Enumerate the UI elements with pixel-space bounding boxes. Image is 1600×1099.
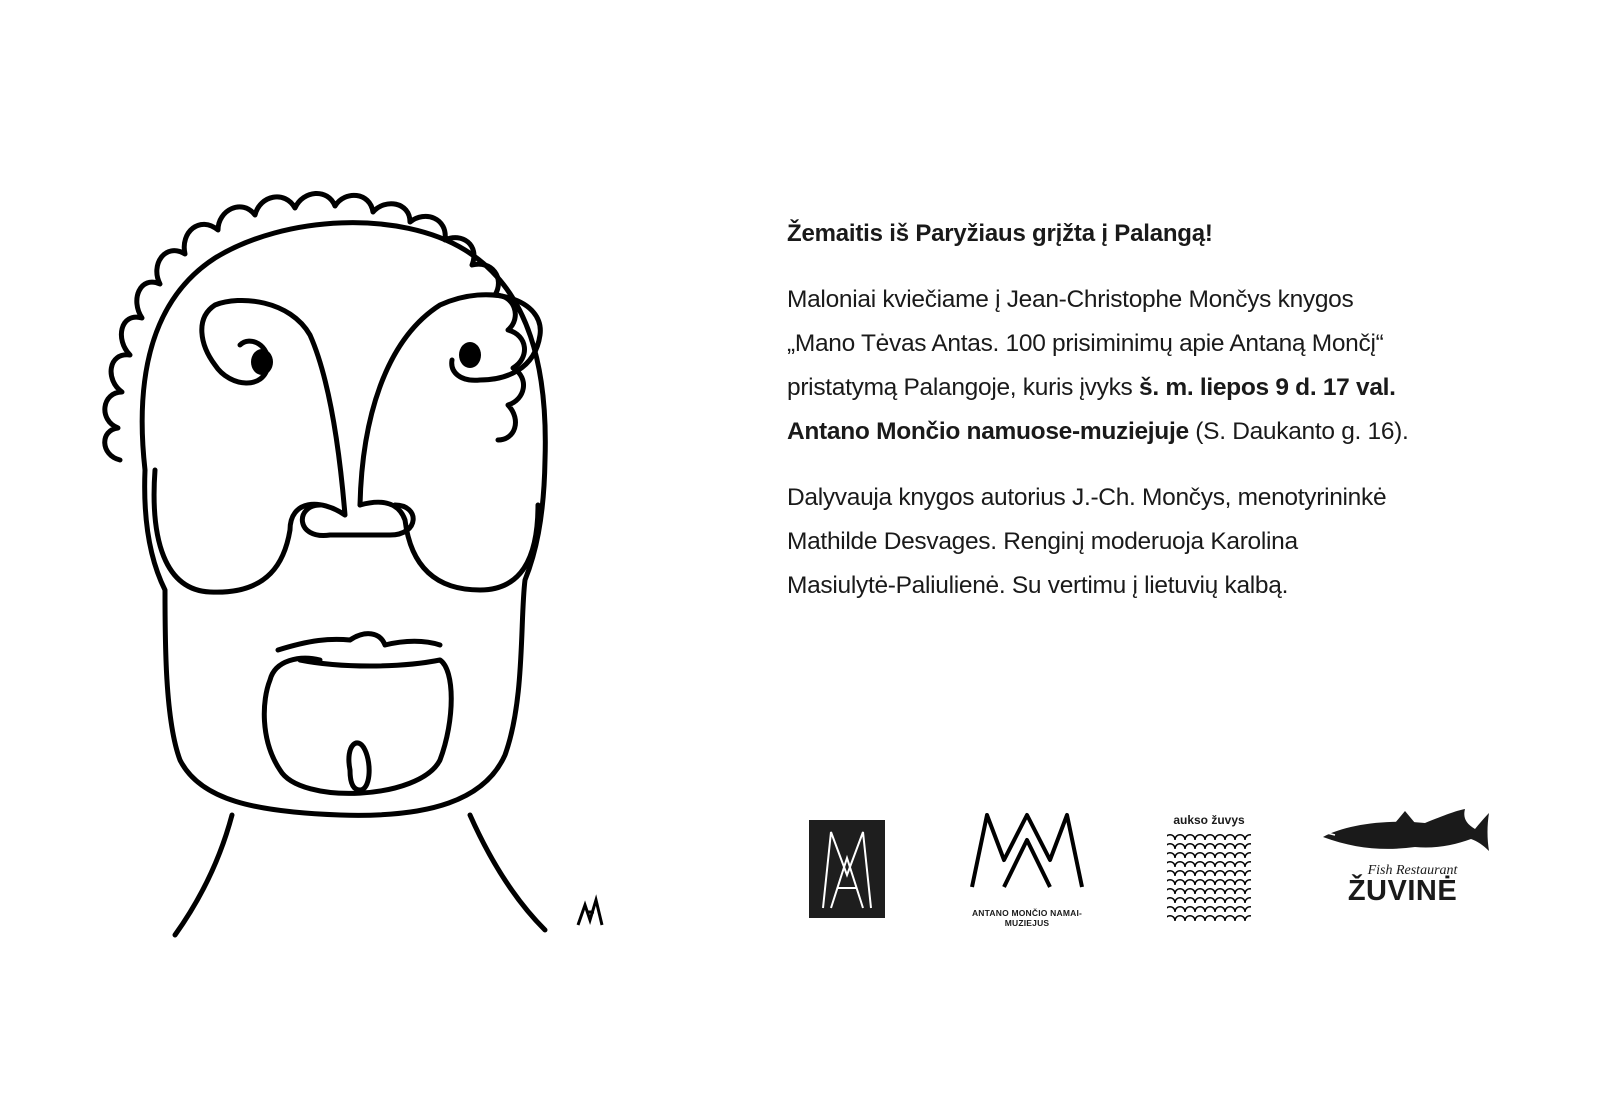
museum-monogram-icon [952,805,1102,905]
fish-restaurant-text: Fish Restaurant [1367,863,1458,878]
museum-caption: ANTANO MONČIO NAMAI-MUZIEJUS [971,908,1083,928]
aukso-zuvys-logo [1165,813,1253,923]
event-venue: Antano Mončio namuose-muziejuje [787,418,1189,445]
aukso-label: aukso žuvys [1173,813,1245,827]
left-pupil [251,349,273,375]
invitation-text [787,220,1507,630]
hair-curls [105,193,525,460]
event-address: (S. Daukanto g. 16). [1188,418,1409,445]
ma-monogram-icon [809,820,885,918]
sponsor-logos [0,805,1600,928]
invitation-paragraph-2: Dalyvauja knygos autorius J.-Ch. Mončys, menotyrininkė Mathilde Desvages. Renginį moderuoja Karolina Masiulytė-Paliulienė. Su vertimu į lietuvių kalbą. [787,484,1387,599]
fish-icon [1315,805,1490,865]
head-outline [142,223,545,816]
museum-logo [952,805,1102,928]
fish-scales-icon [1165,831,1253,923]
mouth [264,634,451,794]
left-eye-spiral [154,300,345,592]
zuvine-name: ŽUVINĖ [1347,875,1458,907]
invitation-heading: Žemaitis iš Paryžiaus grįžta į Palangą! [787,220,1213,247]
ma-box-logo [809,820,885,918]
right-pupil [459,342,481,368]
event-date: š. m. liepos 9 d. 17 val. [1139,374,1396,401]
invitation-paragraph-1: Maloniai kviečiame į Jean-Christophe Mončys knygos „Mano Tėvas Antas. 100 prisiminimų apie Antaną Mončį“ pristatymą Palangoje, kuris įvyks š. m. liepos 9 d. 17 val. Antano Mončio namuose-muziejuje (S. Daukanto g. 16). [787,286,1409,445]
zuvine-logo [1315,805,1490,920]
chin-mark [349,743,369,790]
